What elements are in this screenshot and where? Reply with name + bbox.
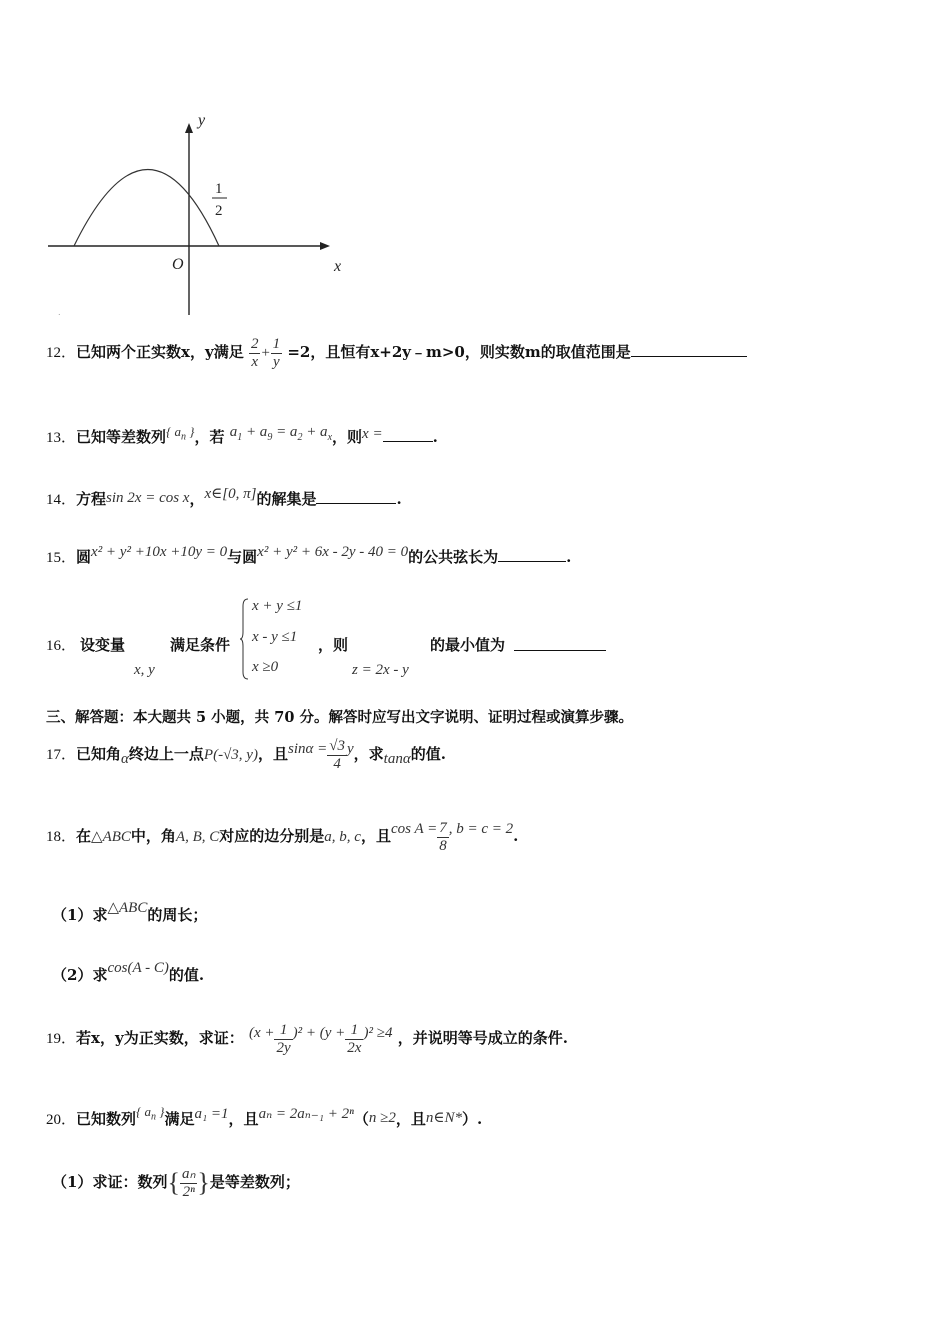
q15-text-1: 圆 [76,548,92,566]
q12-text-5: x+2y﹣m>0 [370,343,465,361]
q20-1-text-2: 是等差数列； [209,1173,300,1191]
answer-blank[interactable] [498,561,566,562]
q13-x-equals: x = [362,426,383,442]
q20-text-4: （ [353,1110,369,1128]
q19-expr-1: (x + [248,1025,275,1041]
q14-domain: x∈[0, π] [204,486,257,502]
q19-text-1: 若 [76,1029,92,1047]
q19-expr-3: )² ≥4 [363,1025,393,1041]
q19-fraction-1: $\frac{1}{2y}$ [276,1022,291,1056]
question-number: 14． [46,492,77,508]
q17-text-3: ，且 [257,745,288,763]
q12-text-4: =2，且恒有 [287,343,371,361]
q20-text-6: ）. [461,1110,483,1128]
question-13 [46,424,438,447]
q18-text-4: ，且 [360,827,391,845]
q16-variables: x, y [134,662,155,678]
question-18 [46,820,518,854]
q16-brace [240,598,250,680]
q16-condition-3: x ≥0 [252,659,279,675]
q20-condition-2: n∈N* [425,1110,462,1126]
q20-condition-1: n ≥2 [368,1110,396,1126]
question-17 [46,738,446,772]
q20-1-brace-open: { [167,1168,180,1197]
question-number: 12． [46,345,77,361]
question-20 [46,1104,482,1129]
q18-sides: a, b, c [324,829,361,845]
question-number: 13． [46,430,77,446]
q15-text-3: 的公共弦长为 [408,548,499,566]
q13-text-2: ，若 [194,428,225,446]
q16-text-4: 的最小值为 [430,636,506,654]
q14-equation: sin 2x = cos x [106,490,190,506]
question-number: 15． [46,550,77,566]
parabola-curve [74,170,219,247]
stray-mark: . [58,308,61,317]
q12-text-1: 已知两个正实数 [76,343,182,361]
q18-triangle: △ABC [91,829,131,845]
q15-circle-1: x² + y² +10x +10y = 0 [91,544,228,560]
q14-text-2: 的解集是 [256,490,317,508]
question-14 [46,484,402,509]
q12-text-6: ，则实数 [464,343,525,361]
question-number: 19． [46,1031,77,1047]
q12-fraction-1: $\frac{2}{x}$ [250,336,259,370]
answer-blank[interactable] [383,441,433,442]
q20-1-text-1: 求证：数列 [92,1173,168,1191]
q13-sequence: { $a_n$ } [166,424,195,443]
origin-label: O [172,256,184,273]
q16-text-1: 设变量 [80,636,126,654]
question-number: 16． [46,638,77,654]
q17-text-2: 终边上一点 [128,745,204,763]
q14-end: . [396,490,402,508]
question-18-part-2 [52,960,204,985]
question-number: 20． [46,1112,77,1128]
q17-text-5: 的值. [410,745,446,763]
y-axis-arrow [185,123,193,133]
q13-equation: $a_1 + a_9 = a_2 + a_x$ [229,424,333,443]
parabola-graph [44,105,364,320]
q18-1-triangle: △ABC [107,900,148,916]
q12-text-3: 满足 [213,343,244,361]
tick-denominator: 2 [215,203,223,219]
question-12 [46,336,747,370]
q15-circle-2: x² + y² + 6x - 2y - 40 = 0 [257,544,409,560]
q20-1-brace-close: } [197,1168,210,1197]
q17-tan: tanα [383,751,411,767]
q18-text-3: 对应的边分别是 [219,827,325,845]
q12-text-2: x，y [181,343,214,361]
part-number: （1） [52,906,93,924]
q15-end: . [566,548,572,566]
q17-text-1: 已知角 [76,745,122,763]
q15-text-2: 与圆 [227,548,258,566]
question-number: 17． [46,747,77,763]
q20-1-fraction: $\frac{\text{aₙ}}{\text{2ⁿ}}$ [181,1166,196,1200]
q18-fraction: $\frac{7}{8}$ [439,820,447,854]
q18-end: . [513,827,519,845]
q16-text-3: ，则 [318,636,349,654]
q14-comma: ， [189,490,205,508]
question-16 [46,596,746,686]
q18-2-expression: cos(A - C) [107,960,169,976]
q18-cos: cos A = [390,821,438,837]
q17-y: y [346,741,354,757]
q20-text-3: ，且 [228,1110,259,1128]
q18-2-text-1: 求 [92,966,108,984]
question-19 [46,1022,568,1056]
q20-initial: a₁ =1 [194,1106,229,1122]
section-heading: 三、解答题：本大题共 5 小题，共 70 分。解答时应写出文字说明、证明过程或演算步骤。 [46,709,633,726]
q19-text-3: 为正实数，求证： [123,1029,244,1047]
q14-text-1: 方程 [76,490,107,508]
answer-blank[interactable] [514,634,606,651]
q18-text-2: 中，角 [130,827,176,845]
tick-numerator: 1 [215,181,223,197]
q16-condition-2: x - y ≤1 [252,629,298,645]
question-18-part-1 [52,898,207,925]
q17-text-4: ，求 [353,745,384,763]
q19-text-4: ，并说明等号成立的条件. [397,1029,568,1047]
q17-fraction: $\frac{√3}{4}$ [329,738,345,772]
part-number: （2） [52,966,93,984]
q13-end: . [432,428,438,446]
q19-text-2: x，y [91,1029,124,1047]
answer-blank[interactable] [631,356,747,357]
q20-sequence: { $a_n$ } [136,1104,165,1123]
question-number: 18． [46,829,77,845]
q13-text-3: ，则 [332,428,363,446]
question-20-part-1 [52,1166,300,1200]
q12-text-7: m [524,343,541,361]
q12-text-8: 的取值范围是 [540,343,631,361]
q20-text-1: 已知数列 [76,1110,137,1128]
x-axis-label: x [334,258,342,275]
q18-1-text-2: 的周长； [147,906,208,924]
q18-angles: A, B, C [175,829,220,845]
q12-plus: + [260,345,271,361]
q17-alpha: α [121,751,129,767]
x-axis-arrow [320,242,330,250]
q16-condition-1: x + y ≤1 [252,598,303,614]
q20-recurrence: aₙ = 2aₙ₋₁ + 2ⁿ [258,1106,354,1122]
answer-blank[interactable] [316,503,396,504]
q18-1-text-1: 求 [92,906,108,924]
q18-text-1: 在 [76,827,92,845]
q20-text-5: ，且 [395,1110,426,1128]
q17-sin: sinα = [287,741,328,757]
q16-text-2: 满足条件 [170,636,231,654]
question-15 [46,544,571,567]
q13-text-1: 已知等差数列 [76,428,167,446]
q18-2-text-2: 的值. [168,966,205,984]
q19-expr-2: )² + (y + [292,1025,346,1041]
part-number: （1） [52,1173,93,1191]
q16-objective: z = 2x - y [352,662,409,678]
y-axis-label: y [198,112,206,129]
q12-fraction-2: $\frac{1}{y}$ [272,336,281,370]
q17-point: P(-√3, y) [203,747,258,763]
q19-fraction-2: $\frac{1}{2x}$ [347,1022,362,1056]
q18-rest: , b = c = 2 [448,821,514,837]
q20-text-2: 满足 [164,1110,195,1128]
